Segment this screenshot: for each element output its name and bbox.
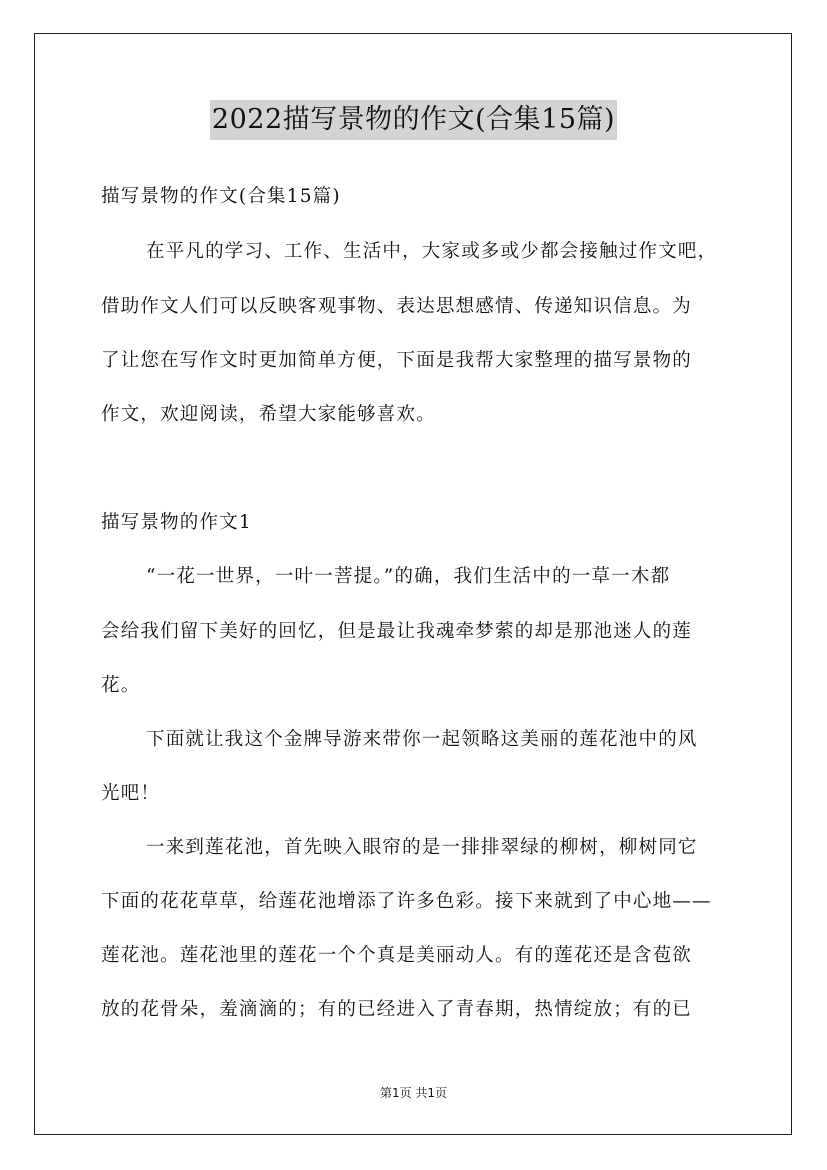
body-line: 会给我们留下美好的回忆，但是最让我魂牵梦萦的却是那池迷人的莲: [101, 621, 693, 642]
body-line: 一来到莲花池，首先映入眼帘的是一排排翠绿的柳树，柳树同它: [146, 837, 698, 858]
page-footer: 第1页 共1页: [379, 1086, 448, 1100]
intro-line: 在平凡的学习、工作、生活中，大家或多或少都会接触过作文吧，: [146, 241, 718, 262]
intro-line: 借助作文人们可以反映客观事物、表达思想感情、传递知识信息。为: [101, 296, 693, 317]
body-line: 花。: [101, 675, 141, 696]
subtitle: 描写景物的作文(合集15篇): [101, 186, 341, 207]
body-line: “一花一世界，一叶一菩提。”的确，我们生活中的一草一木都: [146, 566, 671, 587]
body-line: 放的花骨朵，羞滴滴的；有的已经进入了青春期，热情绽放；有的已: [101, 999, 693, 1020]
body-line: 光吧！: [101, 783, 161, 804]
body-line: 莲花池。莲花池里的莲花一个个真是美丽动人。有的莲花还是含苞欲: [101, 945, 693, 966]
section-heading: 描写景物的作文1: [101, 512, 252, 533]
document-title: 2022描写景物的作文(合集15篇): [210, 100, 617, 140]
body-line: 下面就让我这个金牌导游来带你一起领略这美丽的莲花池中的风: [146, 729, 698, 750]
title-container: [0, 100, 827, 140]
body-line: 下面的花花草草，给莲花池增添了许多色彩。接下来就到了中心地——: [101, 891, 712, 912]
intro-line: 了让您在写作文时更加简单方便，下面是我帮大家整理的描写景物的: [101, 350, 693, 371]
intro-line: 作文，欢迎阅读，希望大家能够喜欢。: [101, 404, 436, 425]
